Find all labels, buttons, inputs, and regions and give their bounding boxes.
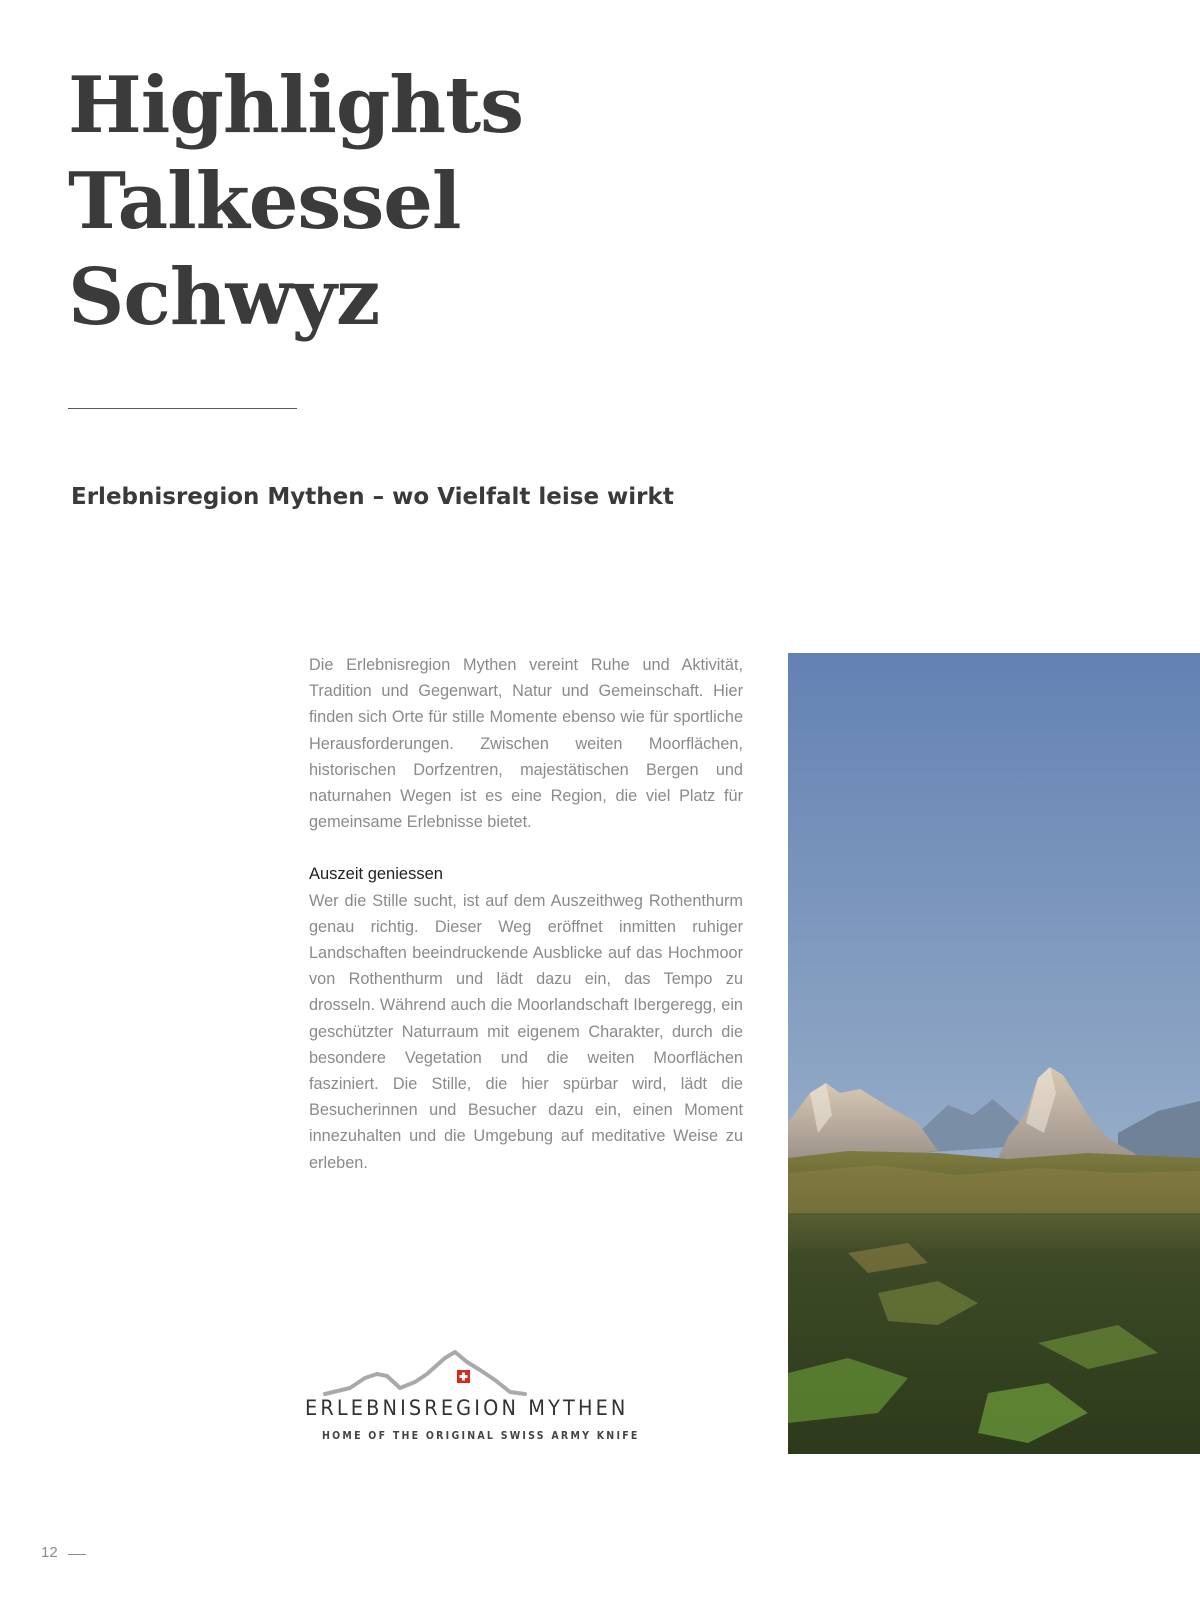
swiss-flag-icon bbox=[457, 1370, 470, 1383]
title-line-2: Talkessel bbox=[68, 156, 461, 247]
title-divider bbox=[68, 408, 297, 409]
title-line-1: Highlights bbox=[68, 60, 524, 151]
mountain-landscape-photo bbox=[788, 653, 1200, 1454]
logo-name: ERLEBNISREGION MYTHEN bbox=[305, 1396, 629, 1420]
logo-tagline: HOME OF THE ORIGINAL SWISS ARMY KNIFE bbox=[322, 1429, 640, 1442]
page-number-dash bbox=[68, 1554, 86, 1555]
body-text-column bbox=[309, 652, 743, 1176]
intro-paragraph: Die Erlebnisregion Mythen vereint Ruhe und Aktivität, Tradition und Gegenwart, Natur und Gemeinschaft. Hier finden sich Orte für stille Momente ebenso wie für sportliche Herausforderungen. Zwischen weiten Moorflächen, historischen Dorfzentren, majestätischen Bergen und naturnahen Wegen ist es eine Region, die viel Platz für gemeinsame Erlebnisse bietet. bbox=[309, 656, 743, 832]
section-paragraph: Wer die Stille sucht, ist auf dem Auszeithweg Rothenthurm genau richtig. Dieser Weg eröffnet inmitten ruhiger Landschaften beeindruckende Ausblicke auf das Hochmoor von Rothenthurm und lädt dazu ein, das Tempo zu drosseln. Während auch die Moorlandschaft Ibergeregg, ein geschützter Naturraum mit eigenem Charakter, durch die besondere Vegetation und die weiten Moorflächen fasziniert. Die Stille, die hier spürbar wird, lädt die Besucherinnen und Besucher dazu ein, einen Moment innezuhalten und die Umgebung auf meditative Weise zu erleben. bbox=[309, 891, 743, 1172]
page-title bbox=[68, 58, 523, 346]
title-line-3: Schwyz bbox=[68, 252, 380, 343]
section-subtitle: Erlebnisregion Mythen – wo Vielfalt leise wirkt bbox=[71, 484, 674, 510]
mountain-outline-icon bbox=[325, 1352, 525, 1394]
section-heading: Auszeit geniessen bbox=[309, 865, 443, 884]
erlebnisregion-mythen-logo bbox=[305, 1348, 640, 1448]
page-number: 12 bbox=[41, 1544, 58, 1561]
